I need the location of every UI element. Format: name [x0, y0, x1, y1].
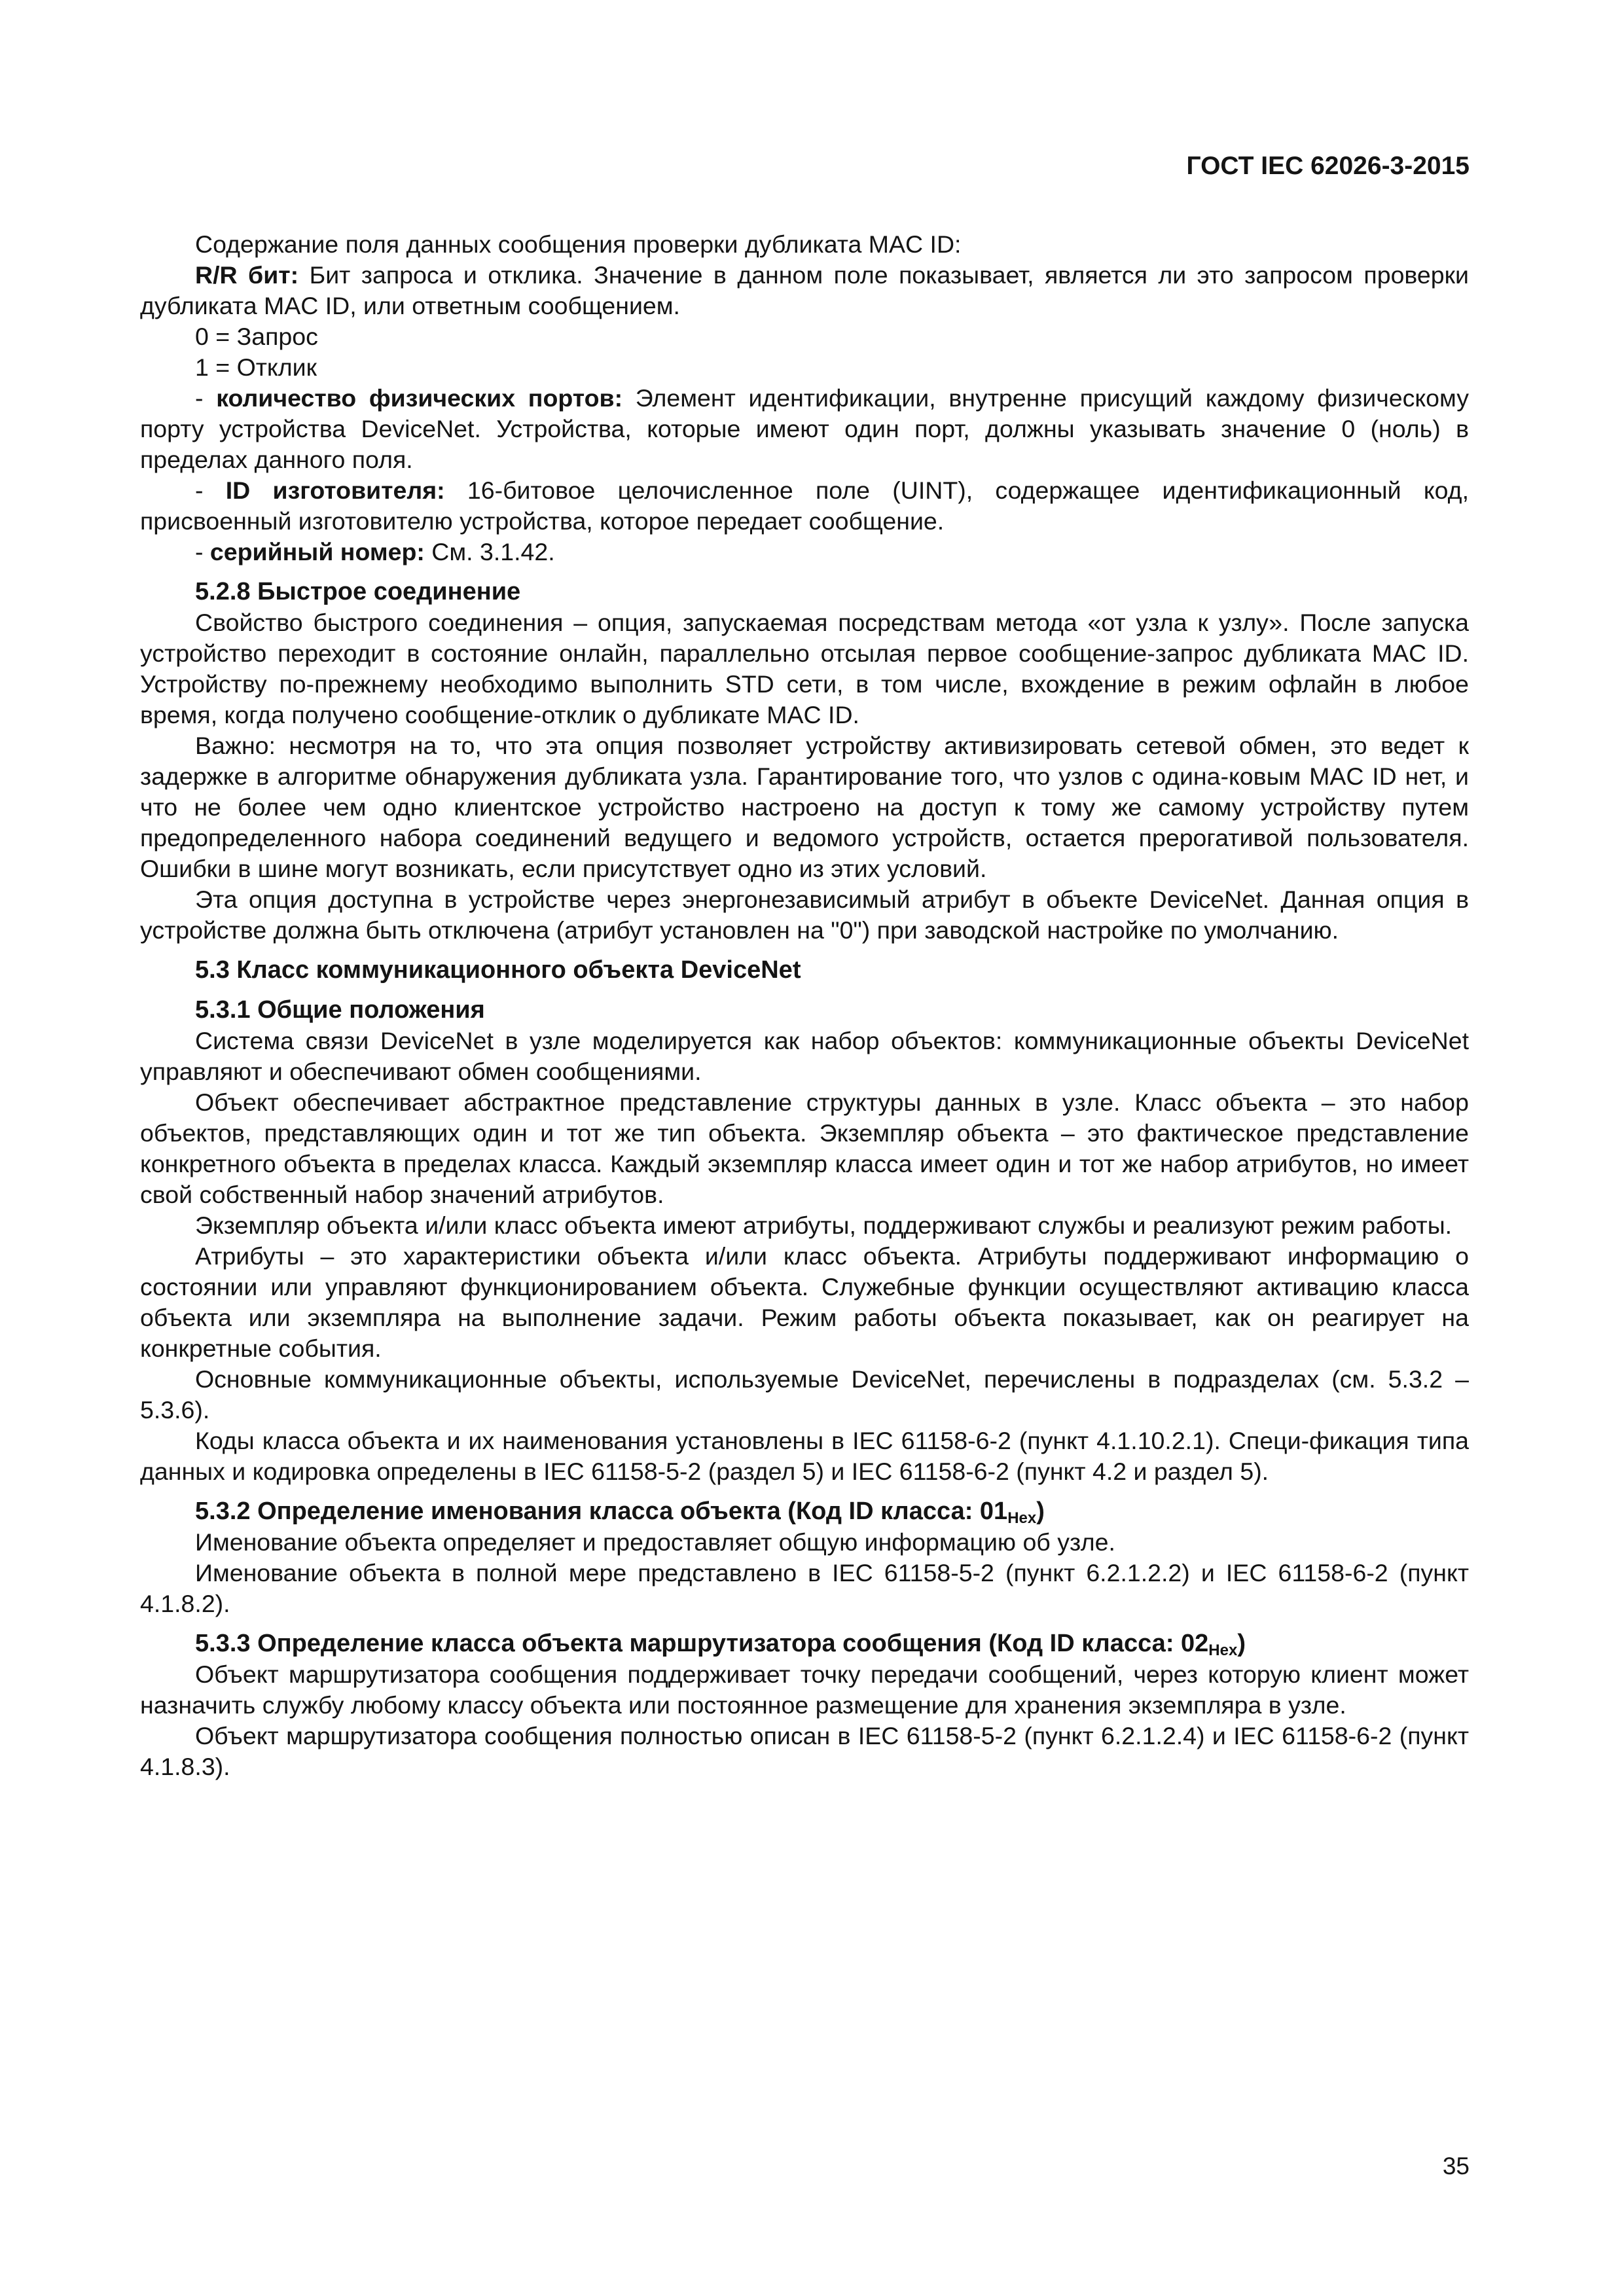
page-content [140, 229, 1469, 1782]
heading-subscript: Hex [1007, 1509, 1037, 1527]
paragraph-serial [140, 537, 1469, 567]
term-label: количество физических портов: [216, 384, 623, 412]
heading-end: ) [1237, 1630, 1246, 1657]
term-label: R/R бит: [195, 261, 299, 289]
list-value: 1 = Отклик [195, 353, 317, 381]
paragraph-rr-bit [140, 260, 1469, 321]
page-number: 35 [1442, 2153, 1470, 2179]
paragraph: Экземпляр объекта и/или класс объекта имеют атрибуты, поддерживают службы и реализуют режим работы. [195, 1211, 1453, 1239]
paragraph: Основные коммуникационные объекты, используемые DeviceNet, перечислены в подразделах (см. 5.3.2 – 5.3.6). [140, 1365, 1469, 1424]
heading-end: ) [1036, 1498, 1045, 1525]
heading-text: 5.3.2 Определение именования класса объекта (Код ID класса: 01 [195, 1498, 1008, 1525]
paragraph: Содержание поля данных сообщения проверки дубликата MAC ID: [195, 230, 962, 258]
paragraph: Атрибуты – это характеристики объекта и/или класс объекта. Атрибуты поддерживают информацию о состоянии или управляют функционированием объекта. Служебные функции осуществляют активацию класса объекта или экземпляра на выполнение задачи. Режим работы объекта показывает, как он реагирует на конкретные события. [140, 1242, 1469, 1362]
paragraph-vendor-id [140, 475, 1469, 537]
term-text: Бит запроса и отклика. Значение в данном поле показывает, является ли это запросом проверки дубликата MAC ID, или ответным сообщением. [140, 261, 1469, 319]
dash: - [195, 384, 217, 412]
paragraph: Система связи DeviceNet в узле моделируется как набор объектов: коммуникационные объекты DeviceNet управляют и обеспечивают обмен сообщениями. [140, 1027, 1469, 1085]
term-text: Элемент идентификации, внутренне присущий каждому физическому порту устройства DeviceNet. Устройства, которые имеют один порт, должны указывать значение 0 (ноль) в пределах данного поля. [140, 384, 1469, 473]
paragraph: Коды класса объекта и их наименования установлены в IEC 61158-6-2 (пункт 4.1.10.2.1). Специ-фикация типа данных и кодировка определены в IEC 61158-5-2 (раздел 5) и IEC 61158-6-2 (пункт 4.2 и раздел 5). [140, 1427, 1469, 1485]
section-heading-5-3-1: 5.3.1 Общие положения [195, 996, 485, 1024]
dash: - [195, 538, 210, 565]
heading-text: 5.3.3 Определение класса объекта маршрутизатора сообщения (Код ID класса: 02 [195, 1630, 1209, 1657]
section-heading-5-3: 5.3 Класс коммуникационного объекта DeviceNet [195, 956, 801, 984]
dash: - [195, 476, 226, 504]
section-heading-5-3-3 [140, 1628, 1469, 1659]
paragraph: Именование объекта определяет и предоставляет общую информацию об узле. [195, 1528, 1115, 1556]
list-value: 0 = Запрос [195, 323, 318, 350]
section-heading-5-2-8: 5.2.8 Быстрое соединение [195, 578, 521, 605]
paragraph: Объект обеспечивает абстрактное представление структуры данных в узле. Класс объекта – это набор объектов, представляющих один и тот же тип объекта. Экземпляр объекта – это фактическое представление конкретного объекта в пределах класса. Каждый экземпляр класса имеет один и тот же набор атрибутов, но имеет свой собственный набор значений атрибутов. [140, 1088, 1469, 1208]
term-text: 16-битовое целочисленное поле (UINT), содержащее идентификационный код, присвоенный изготовителю устройства, которое передает сообщение. [140, 476, 1469, 535]
heading-subscript: Hex [1208, 1641, 1238, 1659]
term-label: ID изготовителя: [225, 476, 445, 504]
term-label: серийный номер: [209, 538, 425, 565]
document-id: ГОСТ IEC 62026-3-2015 [1186, 152, 1470, 180]
paragraph: Объект маршрутизатора сообщения поддерживает точку передачи сообщений, через которую клиент может назначить службу любому классу объекта или постоянное размещение для хранения экземпляра в узле. [140, 1660, 1469, 1719]
term-text: См. 3.1.42. [424, 538, 555, 565]
paragraph: Именование объекта в полной мере представлено в IEC 61158-5-2 (пункт 6.2.1.2.2) и IEC 61158-6-2 (пункт 4.1.8.2). [140, 1559, 1469, 1617]
paragraph: Свойство быстрого соединения – опция, запускаемая посредствам метода «от узла к узлу». После запуска устройство переходит в состояние онлайн, параллельно отсылая первое сообщение-запрос дубликата MAC ID. Устройству по-прежнему необходимо выполнить STD сети, в том числе, вхождение в режим офлайн в любое время, когда получено сообщение-отклик о дубликате MAC ID. [140, 609, 1469, 728]
paragraph: Важно: несмотря на то, что эта опция позволяет устройству активизировать сетевой обмен, это ведет к задержке в алгоритме обнаружения дубликата узла. Гарантирование того, что узлов с одина-ковым MAC ID нет, и что не более чем одно клиентское устройство настроено на доступ к тому же самому устройству путем предопределенного набора соединений ведущего и ведомого устройств, остается прерогативой пользователя. Ошибки в шине могут возникать, если присутствует одно из этих условий. [140, 732, 1469, 882]
paragraph: Объект маршрутизатора сообщения полностью описан в IEC 61158-5-2 (пункт 6.2.1.2.4) и IEC 61158-6-2 (пункт 4.1.8.3). [140, 1722, 1469, 1780]
section-heading-5-3-2 [140, 1496, 1469, 1527]
paragraph: Эта опция доступна в устройстве через энергонезависимый атрибут в объекте DeviceNet. Данная опция в устройстве должна быть отключена (атрибут установлен на "0") при заводской настройке по умолчанию. [140, 886, 1469, 944]
paragraph-ports [140, 383, 1469, 475]
